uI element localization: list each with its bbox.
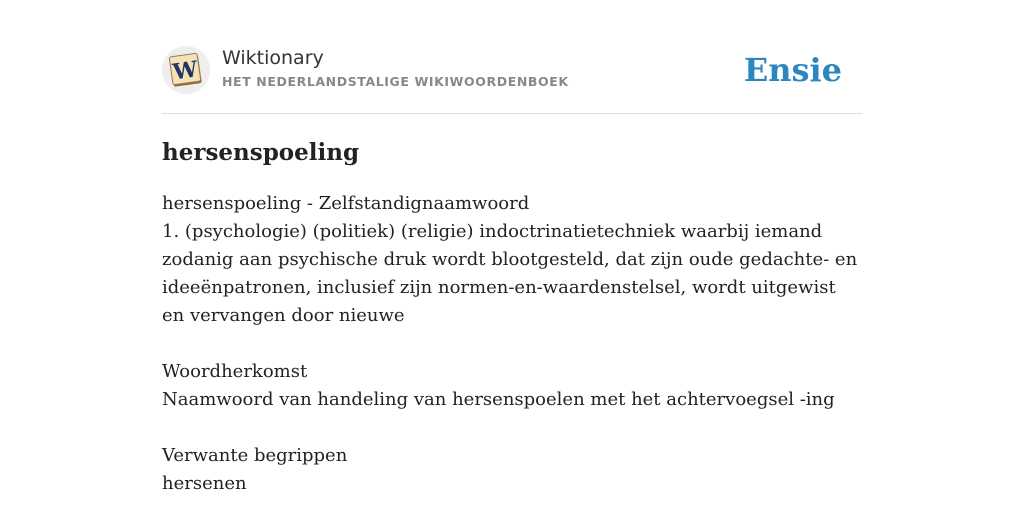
spacer	[162, 414, 862, 442]
entry-title: hersenspoeling	[162, 139, 360, 166]
site-title[interactable]: Wiktionary	[222, 47, 324, 69]
etymology-heading: Woordherkomst	[162, 361, 308, 382]
related-text: hersenen	[162, 473, 247, 494]
header-divider	[162, 113, 862, 114]
definition-text: 1. (psychologie) (politiek) (religie) indoctrinatietechniek waarbij iemand zodanig aan psychische druk wordt blootgesteld, dat zijn oude gedachte- en ideeënpatronen, inclusief zijn normen-en-waardenstelsel, wordt uitgewist en vervangen door nieuwe	[162, 221, 858, 326]
svg-text:W: W	[171, 56, 200, 86]
site-subtitle: HET NEDERLANDSTALIGE WIKIWOORDENBOEK	[222, 74, 569, 89]
etymology-text: Naamwoord van handeling van hersenspoelen met het achtervoegsel -ing	[162, 389, 835, 410]
wiktionary-logo-icon[interactable]	[162, 46, 210, 94]
entry-content	[162, 190, 862, 498]
page	[162, 0, 862, 512]
part-of-speech-line: hersenspoeling - Zelfstandignaamwoord	[162, 193, 530, 214]
wiktionary-w-tile-icon	[162, 46, 210, 94]
ensie-brand-logo[interactable]: Ensie	[743, 51, 842, 89]
related-heading: Verwante begrippen	[162, 445, 348, 466]
site-header	[162, 46, 862, 96]
spacer	[162, 330, 862, 358]
